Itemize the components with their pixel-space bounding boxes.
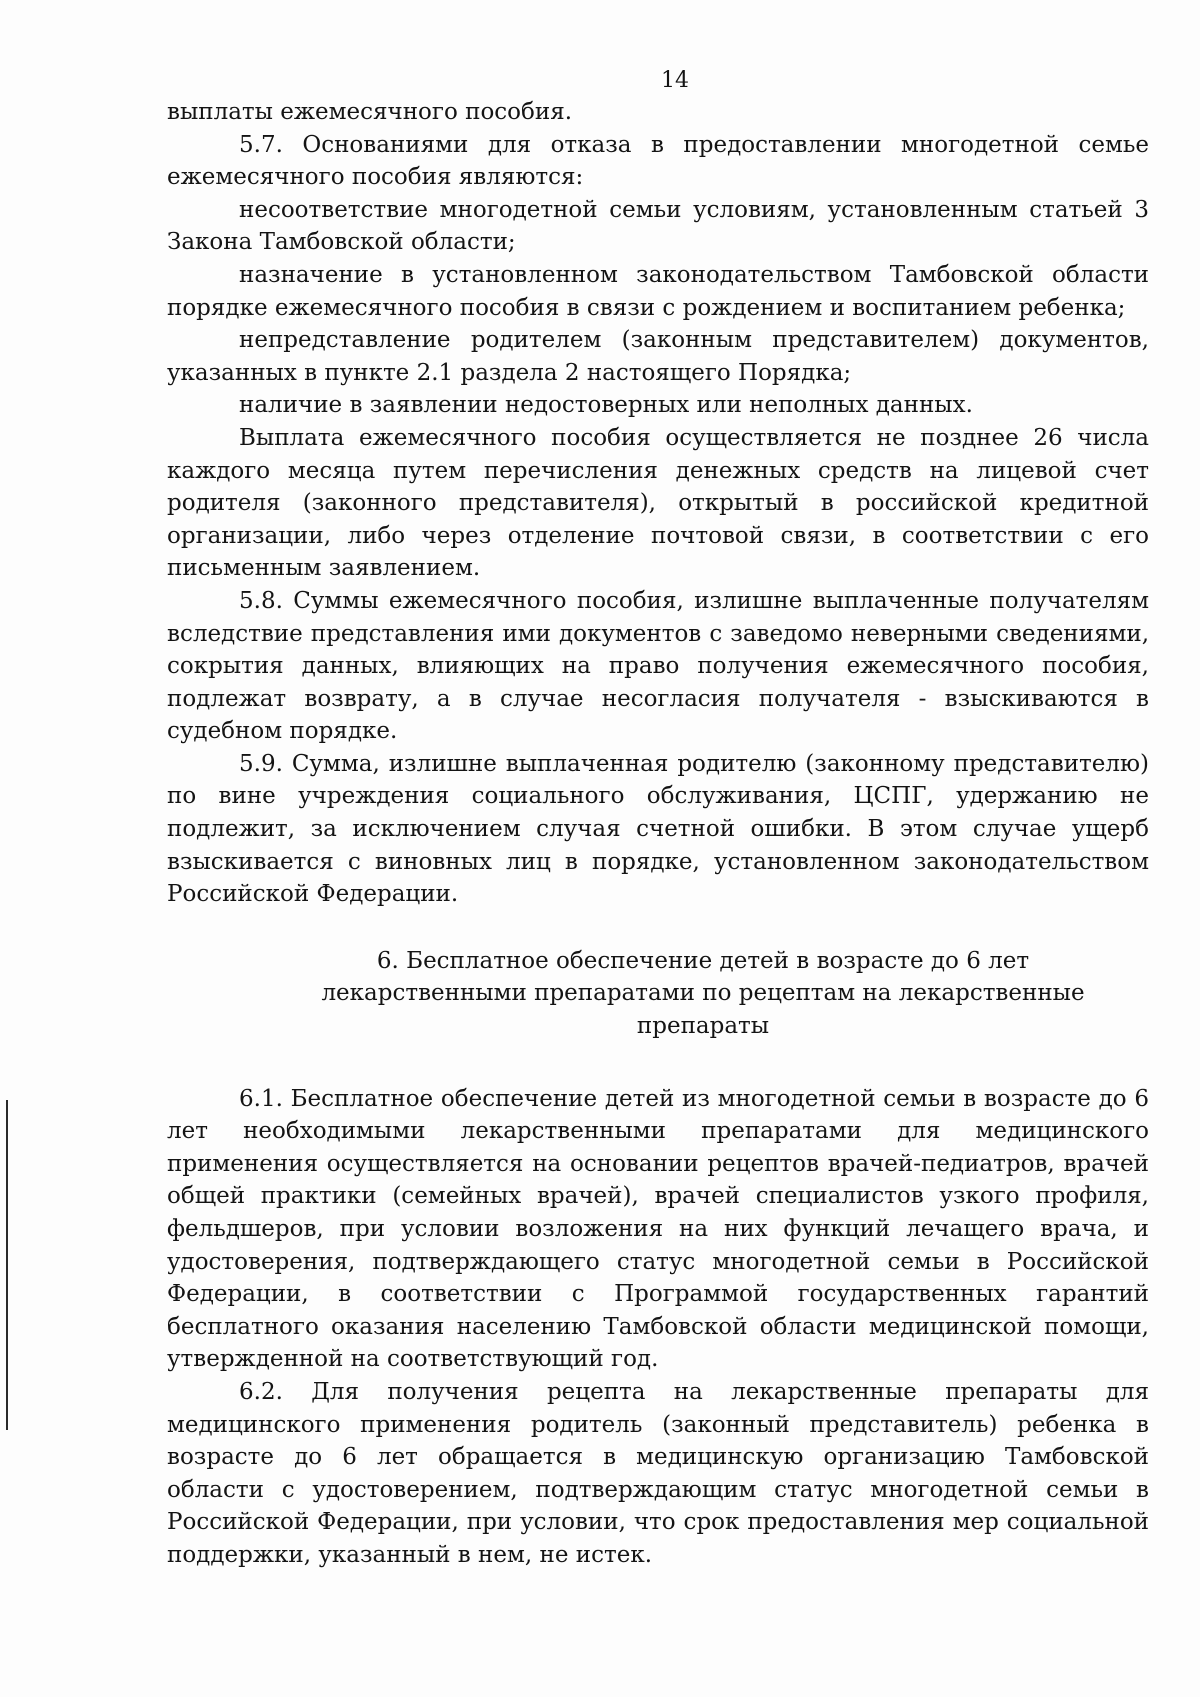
paragraph-5-8: 5.8. Суммы ежемесячного пособия, излишне выплаченные получателям вследствие представления ими документов с заведомо неверными сведениями, сокрытия данных, влияющих на право получения ежемесячного пособия, подлежат возврату, а в случае несогласия получателя - взыскиваются в судебном порядке.	[167, 587, 1149, 745]
paragraph-payment-terms: Выплата ежемесячного пособия осуществляется не позднее 26 числа каждого месяца путем перечисления денежных средств на лицевой счет родителя (законного представителя), открытый в российской кредитной организации, либо через отделение почтовой связи, в соответствии с его письменным заявлением.	[167, 424, 1149, 582]
section-heading: 6. Бесплатное обеспечение детей в возрасте до 6 лет лекарственными препаратами по рецептам на лекарственные препараты	[321, 947, 1085, 1040]
paragraph-5-7: 5.7. Основаниями для отказа в предоставлении многодетной семье ежемесячного пособия являются:	[167, 131, 1149, 191]
document-body	[167, 96, 1149, 1572]
paragraph-continuation: выплаты ежемесячного пособия.	[167, 99, 573, 125]
scan-margin-mark	[6, 1100, 8, 1430]
paragraph-6-1: 6.1. Бесплатное обеспечение детей из многодетной семьи в возрасте до 6 лет необходимыми лекарственными препаратами для медицинского применения осуществляется на основании рецептов врачей-педиатров, врачей общей практики (семейных врачей), врачей специалистов узкого профиля, фельдшеров, при условии возложения на них функций лечащего врача, и удостоверения, подтверждающего статус многодетной семьи в Российской Федерации, в соответствии с Программой государственных гарантий бесплатного оказания населению Тамбовской области медицинской помощи, утвержденной на соответствующий год.	[167, 1085, 1149, 1373]
paragraph-refusal-reason-1: несоответствие многодетной семьи условиям, установленным статьей 3 Закона Тамбовской области;	[167, 196, 1149, 256]
paragraph-refusal-reason-4: наличие в заявлении недостоверных или неполных данных.	[239, 392, 973, 419]
paragraph-6-2: 6.2. Для получения рецепта на лекарственные препараты для медицинского применения родитель (законный представитель) ребенка в возрасте до 6 лет обращается в медицинскую организацию Тамбовской области с удостоверением, подтверждающим статус многодетной семьи в Российской Федерации, при условии, что срок предоставления мер социальной поддержки, указанный в нем, не истек.	[167, 1378, 1149, 1568]
paragraph-refusal-reason-2: назначение в установленном законодательством Тамбовской области порядке ежемесячного пособия в связи с рождением и воспитанием ребенка;	[167, 261, 1149, 321]
page-number: 14	[661, 68, 689, 93]
paragraph-5-9: 5.9. Сумма, излишне выплаченная родителю (законному представителю) по вине учреждения социального обслуживания, ЦСПГ, удержанию не подлежит, за исключением случая счетной ошибки. В этом случае ущерб взыскивается с виновных лиц в порядке, установленном законодательством Российской Федерации.	[167, 750, 1149, 908]
paragraph-refusal-reason-3: непредставление родителем (законным представителем) документов, указанных в пункте 2.1 раздела 2 настоящего Порядка;	[167, 327, 1149, 386]
